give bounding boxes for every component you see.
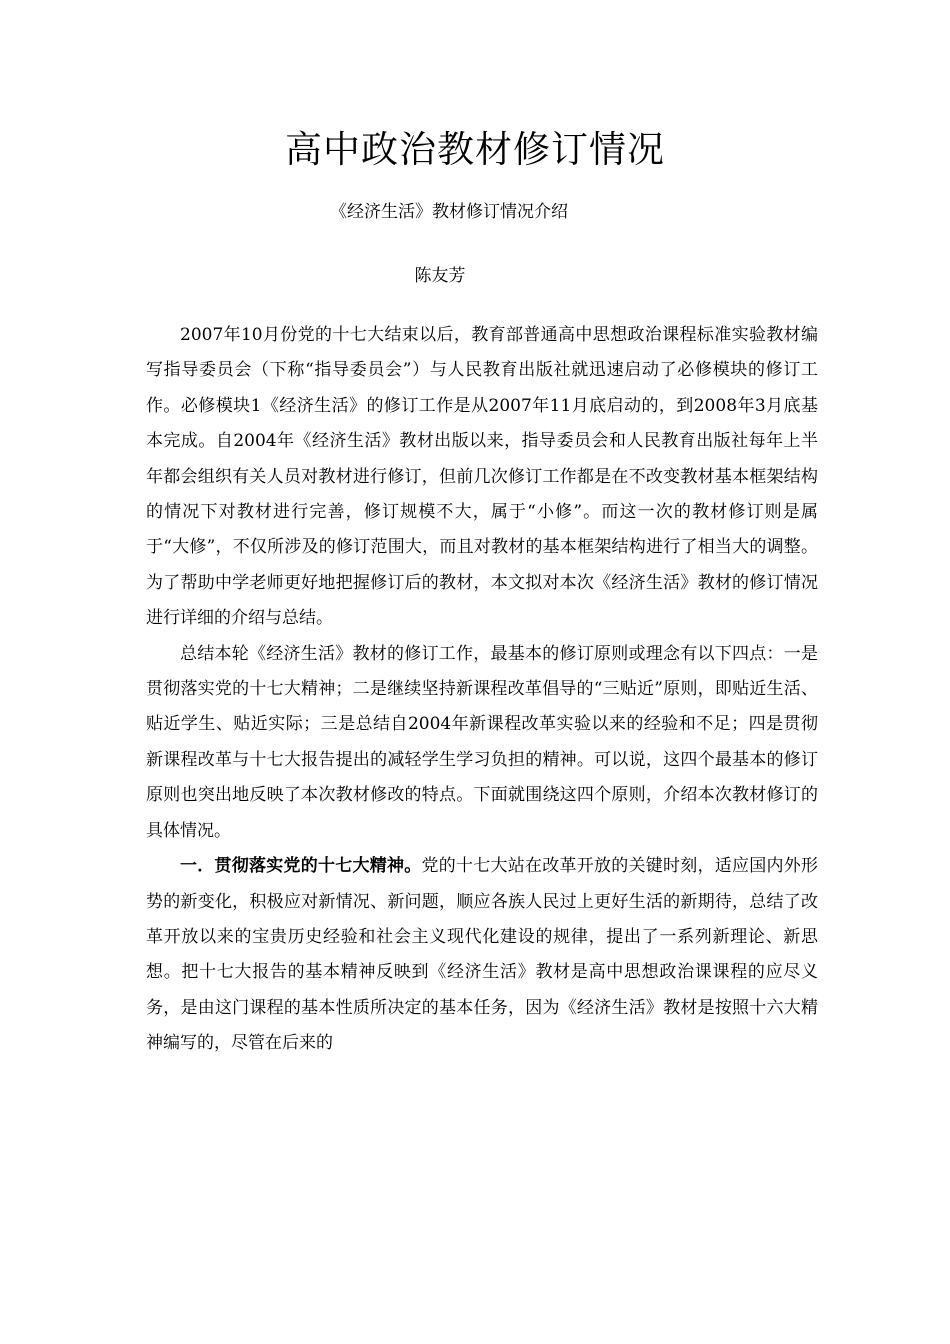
paragraph-text: 总结本轮《经济生活》教材的修订工作，最基本的修订原则或理念有以下四点：一是贯彻落实党的十七大精神；二是继续坚持新课程改革倡导的“三贴近”原则，即贴近生活、贴近学生、贴近实际；三是总结自2004年新课程改革实验以来的经验和不足；四是贯彻新课程改革与十七大报告提出的减轻学生学习负担的精神。可以说，这四个最基本的修订原则也突出地反映了本次教材修改的特点。下面就围绕这四个原则，介绍本次教材修订的具体情况。 — [146, 643, 818, 841]
body-paragraph-1 — [146, 318, 818, 637]
paragraph-text: 党的十七大站在改革开放的关键时刻，适应国内外形势的新变化，积极应对新情况、新问题，顺应各族人民过上更好生活的新期待，总结了改革开放以来的宝贵历史经验和社会主义现代化建设的规律，提出了一系列新理论、新思想。把十七大报告的基本精神反映到《经济生活》教材是高中思想政治课课程的应尽义务，是由这门课程的基本性质所决定的基本任务，因为《经济生活》教材是按照十六大精神编写的，尽管在后来的 — [146, 856, 818, 1054]
document-author: 陈友芳 — [414, 266, 466, 286]
document-title: 高中政治教材修订情况 — [285, 128, 665, 171]
document-subtitle: 《经济生活》教材修订情况介绍 — [330, 202, 568, 222]
document-body — [146, 318, 818, 1062]
body-paragraph-3 — [146, 849, 818, 1061]
section-heading: 一．贯彻落实党的十七大精神。 — [180, 856, 422, 877]
body-paragraph-2 — [146, 637, 818, 849]
paragraph-text: 2007年10月份党的十七大结束以后，教育部普通高中思想政治课程标准实验教材编写指导委员会（下称“指导委员会”）与人民教育出版社就迅速启动了必修模块的修订工作。必修模块1《经济生活》的修订工作是从2007年11月底启动的，到2008年3月底基本完成。自2004年《经济生活》教材出版以来，指导委员会和人民教育出版社每年上半年都会组织有关人员对教材进行修订，但前几次修订工作都是在不改变教材基本框架结构的情况下对教材进行完善，修订规模不大，属于“小修”。而这一次的教材修订则是属于“大修”，不仅所涉及的修订范围大，而且对教材的基本框架结构进行了相当大的调整。为了帮助中学老师更好地把握修订后的教材，本文拟对本次《经济生活》教材的修订情况进行详细的介绍与总结。 — [146, 325, 818, 629]
